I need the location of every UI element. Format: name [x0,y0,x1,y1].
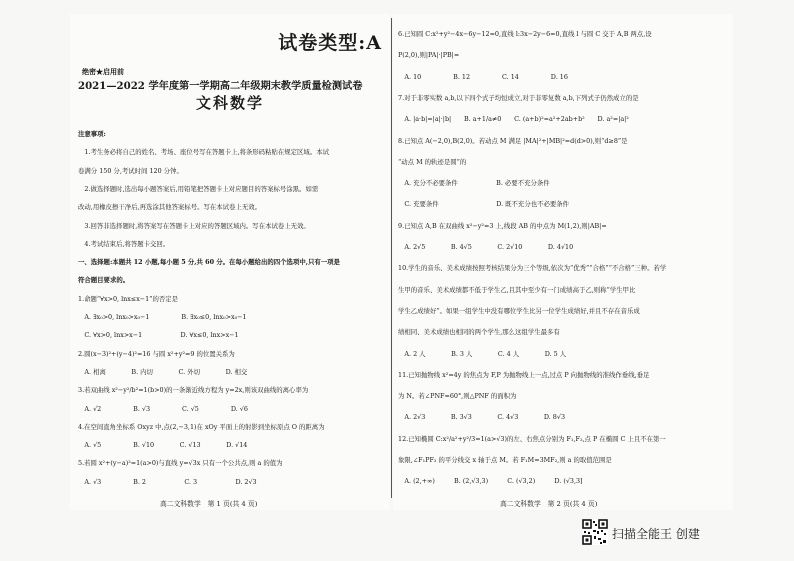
text-line: 1.命题“∀x>0, lnx≤x−1”的否定是 [78,294,179,303]
text-line: A. |a·b|=|a|·|b| B. a+1/a≠0 C. (a+b)²=a²+2ab+b² D. a²=|a|² [398,115,629,124]
text-line: 绩相同、美术成绩也相同的两个学生,那么这组学生最多有 [398,328,560,337]
text-line: 1.考生务必将自己的姓名、考场、座位号写在答题卡上,将条形码粘贴在规定区域。本试 [78,148,329,157]
text-line: A. √2 B. √3 C. √5 D. √6 [78,404,248,413]
scanner-watermark-text: 扫描全能王 创建 [612,527,700,541]
text-line: 改动,用橡皮擦干净后,再选涂其他答案标号。写在本试卷上无效。 [78,203,261,212]
text-line: A. ∃x₀>0, lnx₀>x₀−1 B. ∃x₀≤0, lnx₀>x₀−1 [78,313,247,321]
header-block [70,14,390,94]
text-line: “动点 M 的轨迹是圆”的 [398,157,467,166]
text-line: 5.若圆 x²+(y−a)²=1(a>0)与直线 y=√3x 只有一个公共点,则 a 的值为 [78,459,283,468]
text-line: 注意事项: [78,130,106,138]
text-line: 为 N。若∠PNF=60°,则△PNF 的面积为 [398,392,517,401]
text-line: C. ∀x>0, lnx>x−1 D. ∀x≤0, lnx>x−1 [78,331,239,340]
text-line: 象限,∠F₁PF₂ 的平分线交 x 轴于点 M。若 F₁M=3MF₂,则 a 的取值范围是 [398,456,612,464]
page-footer-right: 高二文科数学 第 2 页(共 4 页) [500,500,598,508]
page-footer-left: 高二文科数学 第 1 页(共 4 页) [160,500,258,508]
exam-title: 2021—2022 学年度第一学期高二年级期末教学质量检测试卷 [78,80,363,92]
text-line: C. 充要条件 D. 既不充分也不必要条件 [398,200,570,209]
column-divider [391,18,392,498]
text-line: 符合题目要求的。 [78,276,130,285]
text-line: 12.已知椭圆 C:x²/a²+y²/3=1(a>√3)的左、右焦点分别为 F₁,F₂,点 P 在椭圆 C 上且不在第一 [398,434,666,443]
text-line: A. 相离 B. 内切 C. 外切 D. 相交 [78,367,248,376]
qr-code-icon [582,519,608,545]
text-line: 学生乙成绩好”。如果一组学生中没有哪位学生比另一位学生成绩好,并且不存在音乐成 [398,306,640,315]
text-line: A. √3 B. 2 C. 3 D. 2√3 [78,477,257,486]
text-line: 4.考试结束后,将答题卡交回。 [78,239,170,248]
text-line: 11.已知抛物线 x²=4y 的焦点为 F,P 为抛物线上一点,过点 P 向抛物线的准线作垂线,垂足 [398,370,650,379]
text-line: 9.已知点 A,B 在双曲线 x²−y²=3 上,线段 AB 的中点为 M(1,2),则|AB|= [398,221,607,230]
text-line: P(2,0),则|PA|·|PB|= [398,51,460,60]
text-line: A. 2 人 B. 3 人 C. 4 人 D. 5 人 [398,349,567,358]
text-line: A. 充分不必要条件 B. 必要不充分条件 [398,179,550,188]
exam-type-label: 试卷类型:A [278,32,382,54]
text-line: A. 10 B. 12 C. 14 D. 16 [398,72,568,81]
text-line: 2.圆(x−3)²+(y−4)²=16 与圆 x²+y²=9 的位置关系为 [78,349,235,358]
text-line: 3.若双曲线 x²−y²/b²=1(b>0)的一条渐近线方程为 y=2x,则该双曲线的离心率为 [78,386,309,395]
secret-notice: 绝密★启用前 [82,67,124,76]
text-line: 8.已知点 A(−2,0),B(2,0)。若动点 M 满足 |MA|²+|MB|²=d(d>0),则“d≥8”是 [398,136,628,145]
text-line: 生甲的音乐、美术成绩都不低于学生乙,且其中至少有一门成绩高于乙,则称“学生甲比 [398,285,636,294]
text-line: A. √5 B. √10 C. √13 D. √14 [78,441,248,450]
text-line: A. 2√5 B. 4√5 C. 2√10 D. 4√10 [398,243,574,251]
text-line: 7.对于非零实数 a,b,以下四个式子均恒成立,对于非零复数 a,b,下列式子仍然成立的是 [398,93,639,102]
text-line: 卷满分 150 分,考试时间 120 分钟。 [78,166,183,175]
text-line: 2.做选择题时,选出每小题答案后,用铅笔把答题卡上对应题目的答案标号涂黑。如需 [78,184,319,193]
subject-title: 文科数学 [195,94,264,112]
text-line: A. 2√3 B. 3√3 C. 4√3 D. 8√3 [398,413,566,422]
text-line: 3.回答非选择题时,将答案写在答题卡上对应的答题区域内。写在本试卷上无效。 [78,221,310,230]
text-line: 10.学生的音乐、美术成绩按照考核结果分为三个等级,依次为“优秀”“合格”“不合格”三种。若学 [398,264,667,273]
text-line: 6.已知圆 C:x²+y²−4x−6y−12=0,直线 l:3x−2y−6=0,直线 l 与圆 C 交于 A,B 两点,设 [398,30,652,38]
text-line: 一、选择题:本题共 12 小题,每小题 5 分,共 60 分。在每小题给出的四个选项中,只有一项是 [78,258,340,267]
text-line: 4.在空间直角坐标系 Oxyz 中,点(2,−3,1)在 xOy 平面上的射影到坐标原点 O 的距离为 [78,422,325,431]
text-line: A. (2,+∞) B. (2,√3,3) C. (√3,2) D. (√3,3] [398,477,583,486]
